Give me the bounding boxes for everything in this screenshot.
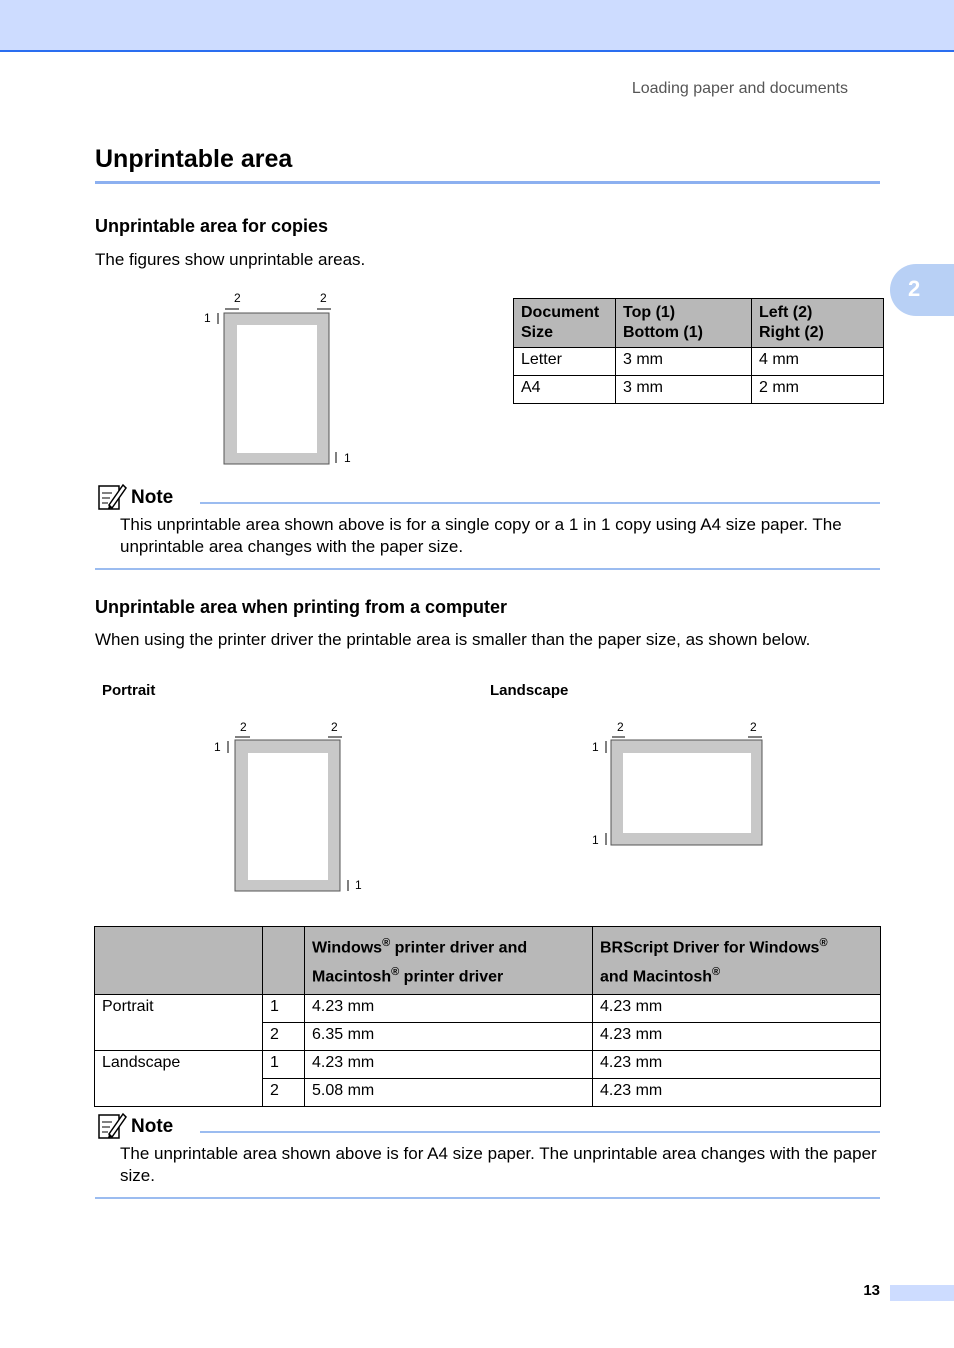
note-bottom-rule	[95, 568, 880, 570]
cell-side: 1	[263, 1050, 305, 1078]
cell-top-bottom: 3 mm	[616, 348, 752, 376]
note-label: Note	[131, 1116, 174, 1137]
copies-fig-label-1-top: 1	[204, 311, 211, 325]
copies-margin-table	[513, 298, 884, 404]
cell-brscript-value: 4.23 mm	[593, 1078, 881, 1106]
header-document-size: Document Size	[514, 299, 616, 348]
cell-orientation: Landscape	[95, 1050, 263, 1106]
header-brscript-driver: BRScript Driver for Windows® and Macintosh®	[593, 927, 881, 995]
cell-top-bottom: 3 mm	[616, 376, 752, 404]
cell-side: 1	[263, 994, 305, 1022]
note-text: This unprintable area shown above is for a single copy or a 1 in 1 copy using A4 size paper. The unprintable area changes with the paper size.	[120, 515, 842, 556]
cell-brscript-value: 4.23 mm	[593, 1022, 881, 1050]
table-row	[95, 1050, 881, 1078]
cell-windows-value: 4.23 mm	[305, 994, 593, 1022]
printable-area	[623, 753, 751, 833]
cell-size: Letter	[514, 348, 616, 376]
page-title: Unprintable area	[95, 145, 293, 173]
landscape-label: Landscape	[490, 682, 569, 699]
table-row	[95, 994, 881, 1022]
copies-intro: The figures show unprintable areas.	[95, 250, 366, 269]
portrait-label-1-bottom: 1	[355, 878, 362, 892]
portrait-figure	[205, 715, 375, 897]
header-blank-2	[263, 927, 305, 995]
title-underline	[95, 181, 880, 184]
header-top-bottom: Top (1) Bottom (1)	[616, 299, 752, 348]
landscape-figure	[585, 715, 775, 855]
header-blank-1	[95, 927, 263, 995]
portrait-label: Portrait	[102, 682, 156, 699]
cell-size: A4	[514, 376, 616, 404]
landscape-label-2-right: 2	[750, 720, 757, 734]
note-label: Note	[131, 487, 174, 508]
header-left-right: Left (2) Right (2)	[752, 299, 884, 348]
table-header-row	[95, 927, 881, 995]
note-text: The unprintable area shown above is for A4 size paper. The unprintable area changes with the paper size.	[120, 1144, 877, 1185]
header-windows-mac-driver: Windows® printer driver and Macintosh® printer driver	[305, 927, 593, 995]
cell-side: 2	[263, 1022, 305, 1050]
cell-windows-value: 4.23 mm	[305, 1050, 593, 1078]
note-top-rule	[200, 502, 880, 504]
cell-left-right: 2 mm	[752, 376, 884, 404]
portrait-label-1-top: 1	[214, 740, 221, 754]
chapter-number: 2	[908, 276, 921, 301]
print-margin-table	[94, 926, 881, 1107]
cell-brscript-value: 4.23 mm	[593, 994, 881, 1022]
running-header: Loading paper and documents	[631, 80, 848, 97]
copies-fig-label-2-left: 2	[234, 291, 241, 305]
landscape-label-2-left: 2	[617, 720, 624, 734]
landscape-label-1-bottom: 1	[592, 833, 599, 847]
table-header-row	[514, 299, 884, 348]
note-pencil-icon	[97, 481, 127, 511]
cell-left-right: 4 mm	[752, 348, 884, 376]
landscape-label-1-top: 1	[592, 740, 599, 754]
table-row	[514, 348, 884, 376]
note-bottom-rule	[95, 1197, 880, 1199]
copies-fig-label-1-bottom: 1	[344, 451, 351, 465]
chapter-tab	[890, 264, 954, 316]
printable-area	[248, 753, 328, 880]
printable-area	[237, 325, 317, 453]
computer-heading: Unprintable area when printing from a computer	[95, 597, 508, 617]
footer-band	[890, 1285, 954, 1301]
cell-windows-value: 5.08 mm	[305, 1078, 593, 1106]
cell-brscript-value: 4.23 mm	[593, 1050, 881, 1078]
portrait-label-2-left: 2	[240, 720, 247, 734]
note-top-rule	[200, 1131, 880, 1133]
copies-fig-label-2-right: 2	[320, 291, 327, 305]
copies-heading: Unprintable area for copies	[95, 216, 329, 236]
cell-windows-value: 6.35 mm	[305, 1022, 593, 1050]
portrait-label-2-right: 2	[331, 720, 338, 734]
cell-orientation: Portrait	[95, 994, 263, 1050]
computer-intro: When using the printer driver the printable area is smaller than the paper size, as shown below.	[95, 630, 811, 649]
top-header-band	[0, 0, 954, 52]
table-row	[514, 376, 884, 404]
cell-side: 2	[263, 1078, 305, 1106]
note-pencil-icon	[97, 1110, 127, 1140]
copies-figure	[195, 288, 365, 470]
page-number: 13	[863, 1282, 880, 1299]
